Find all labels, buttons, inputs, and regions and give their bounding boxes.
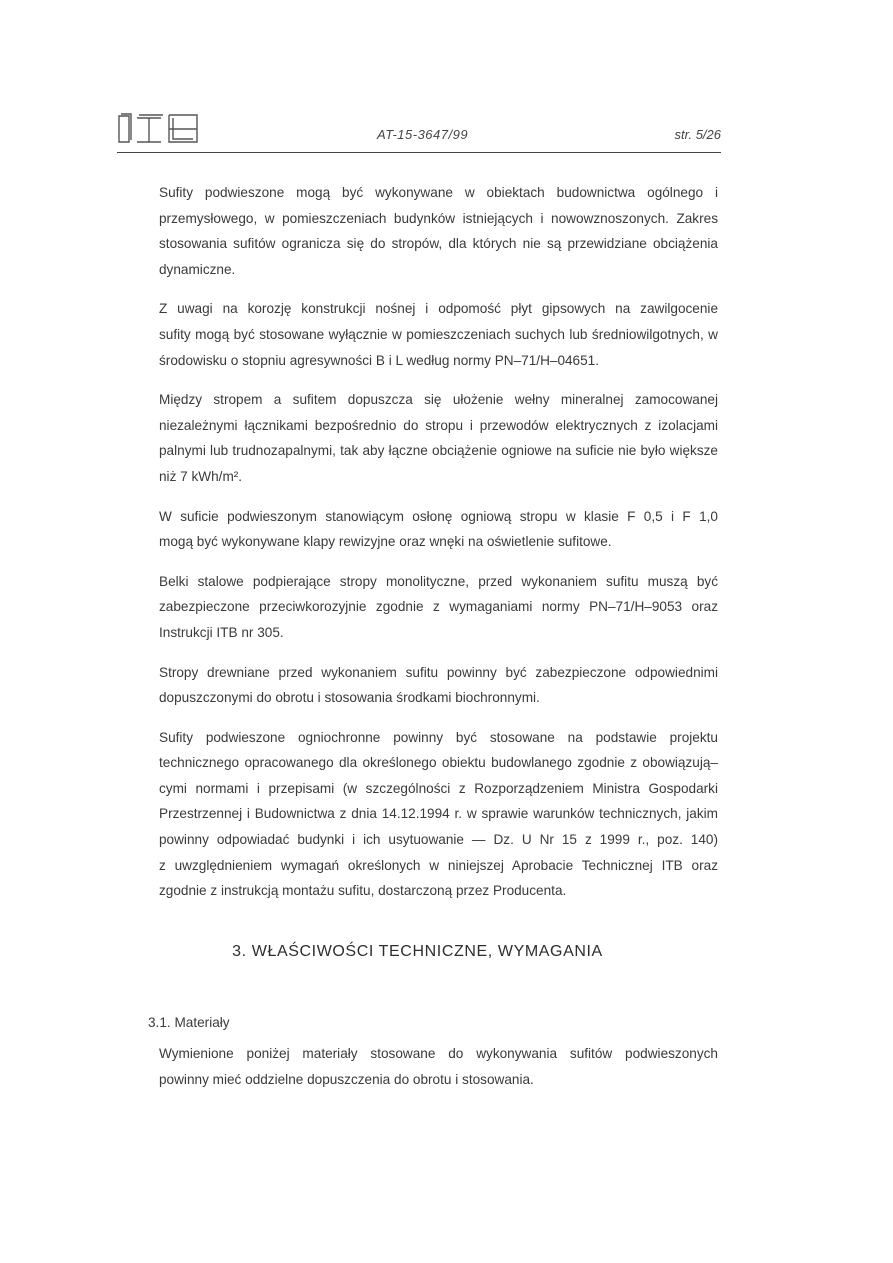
text-line: Między stropem a sufitem dopuszcza się ułożenie wełny mineralnej zamocowanej (159, 392, 718, 408)
text-line: powinny mieć oddzielne dopuszczenia do obrotu i stosowania. (159, 1071, 534, 1087)
text-line: Przestrzennej i Budownictwa z dnia 14.12.1994 r. w sprawie warunków technicznych, jakim (159, 806, 718, 822)
text-line: niż 7 kWh/m². (159, 468, 243, 484)
text-line: dopuszczonymi do obrotu i stosowania środkami biochronnymi. (159, 690, 540, 706)
text-line: palnymi lub trudnozapalnymi, tak aby łączne obciążenie ogniowe na suficie nie było większe (159, 443, 718, 459)
text-line: dynamiczne. (159, 261, 236, 277)
text-line: Instrukcji ITB nr 305. (159, 624, 284, 640)
header-divider (117, 152, 721, 153)
text-line: Sufity podwieszone mogą być wykonywane w obiektach budownictwa ogólnego i (159, 185, 718, 200)
section-heading: 3. WŁAŚCIWOŚCI TECHNICZNE, WYMAGANIA (232, 943, 603, 960)
paragraph (117, 725, 718, 904)
paragraph (117, 180, 718, 282)
paragraph (117, 1041, 718, 1092)
text-line: Belki stalowe podpierające stropy monolityczne, przed wykonaniem sufitu muszą być (159, 573, 718, 589)
paragraph (117, 504, 718, 555)
text-line: technicznego opracowanego dla określonego obiektu budowlanego zgodnie z obowiązują– (159, 755, 718, 771)
text-line: cymi normami i przepisami (w szczególności z Rozporządzeniem Ministra Gospodarki (159, 780, 718, 796)
body-text (117, 180, 718, 918)
text-line: powinny odpowiadać budynki i ich usytuowanie — Dz. U Nr 15 z 1999 r., poz. 140) (159, 832, 718, 848)
itb-logo-icon (117, 112, 201, 144)
text-line: z uwzględnieniem wymagań określonych w niniejszej Aprobacie Technicznej ITB oraz (159, 857, 718, 873)
paragraph (117, 660, 718, 711)
paragraph (117, 296, 718, 373)
paragraph (117, 387, 718, 489)
text-line: Z uwagi na korozję konstrukcji nośnej i odpomość płyt gipsowych na zawilgocenie (159, 301, 718, 317)
text-line: przemysłowego, w pomieszczeniach budynków istniejących i nowowznoszonych. Zakres (159, 210, 718, 226)
text-line: Sufity podwieszone ogniochronne powinny być stosowane na podstawie projektu (159, 729, 718, 745)
text-line: mogą być wykonywane klapy rewizyjne oraz wnęki na oświetlenie sufitowe. (159, 534, 612, 550)
text-line: środowisku o stopniu agresywności B i L według normy PN–71/H–04651. (159, 352, 600, 368)
text-line: sufity mogą być stosowane wyłącznie w pomieszczeniach suchych lub średniowilgotnych, w (159, 326, 718, 342)
text-line: zgodnie z instrukcją montażu sufitu, dostarczoną przez Producenta. (159, 883, 567, 899)
text-line: Wymienione poniżej materiały stosowane do wykonywania sufitów podwieszonych (159, 1046, 718, 1061)
page-number: str. 5/26 (674, 127, 721, 142)
text-line: niezależnymi łącznikami bezpośrednio do stropu i przewodów elektrycznych z izolacjami (159, 417, 718, 433)
paragraph (117, 569, 718, 646)
page-header (117, 112, 721, 154)
materials-text (117, 1041, 718, 1106)
document-id: AT-15-3647/99 (377, 127, 469, 142)
subsection-heading: 3.1. Materiały (148, 1015, 230, 1030)
text-line: W suficie podwieszonym stanowiącym osłonę ogniową stropu w klasie F 0,5 i F 1,0 (159, 508, 718, 524)
text-line: Stropy drewniane przed wykonaniem sufitu powinny być zabezpieczone odpowiednimi (159, 664, 718, 680)
text-line: stosowania sufitów ogranicza się do stropów, dla których nie są przewidziane obciążenia (159, 236, 718, 252)
text-line: zabezpieczone przeciwkorozyjnie zgodnie z wymaganiami normy PN–71/H–9053 oraz (159, 599, 718, 615)
